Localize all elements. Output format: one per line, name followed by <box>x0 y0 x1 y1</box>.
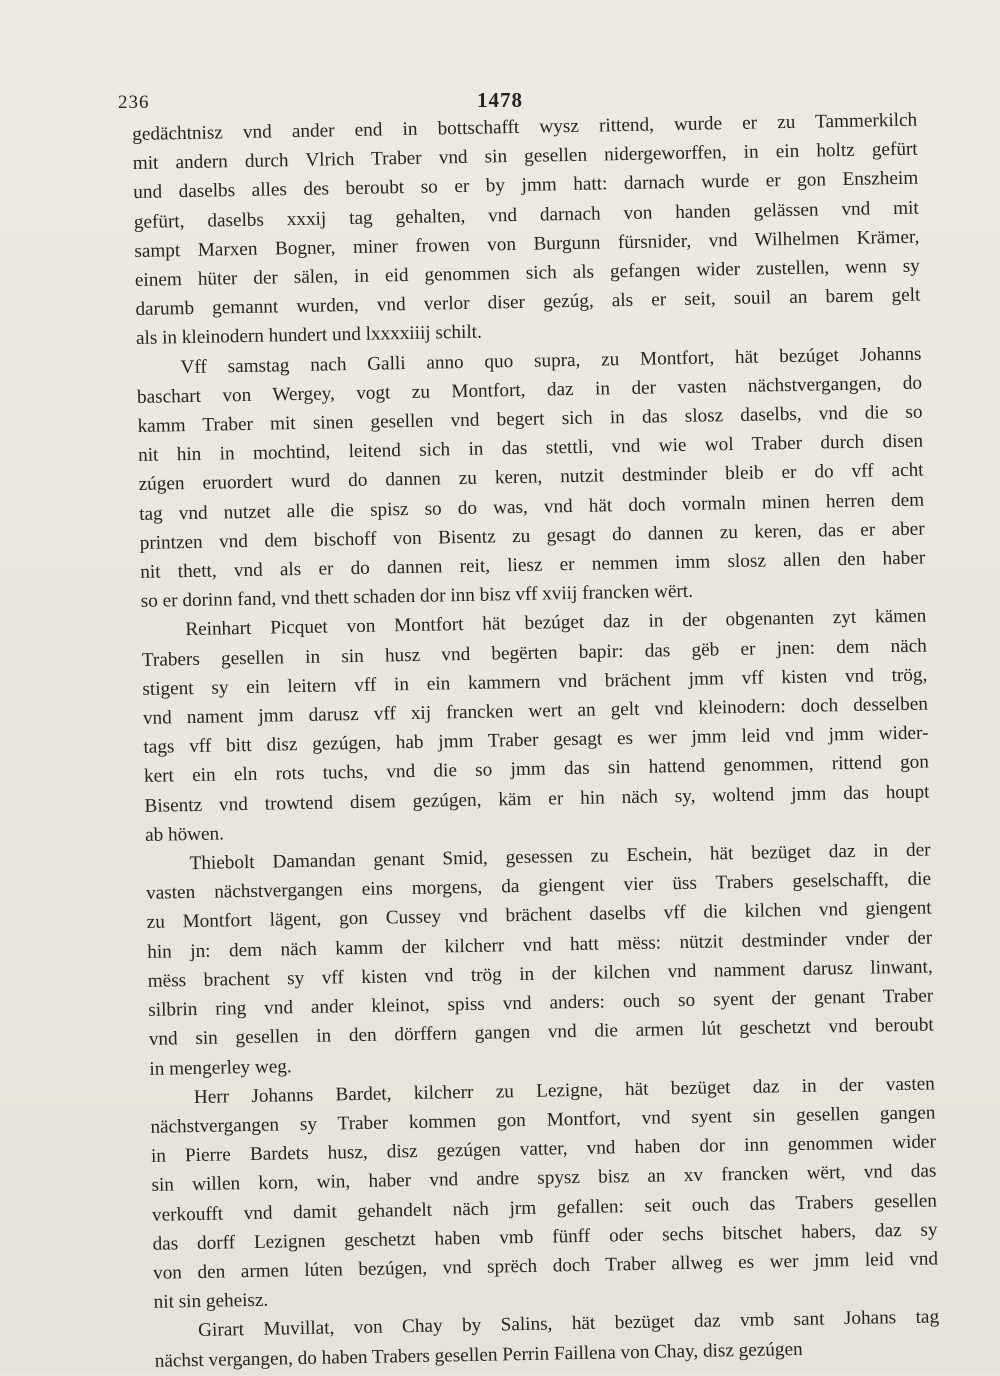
text-line: in Pierre Bardets husz, disz gezúgen vatter, vnd haben dor inn genommen wider <box>150 1131 937 1167</box>
text-line: mit andern durch Vlrich Traber vnd sin gesellen nidergeworffen, in ein holtz gefürt <box>132 138 918 175</box>
text-line: vasten nächstvergangen eins morgens, da giengent vier üss Trabers geselschafft, die <box>145 868 932 905</box>
body-text <box>132 106 940 1376</box>
text-line: tag vnd nutzet alle die spisz so do was, vnd hät doch vormaln minen herren dem <box>139 489 925 525</box>
text-line: einem hüter der sälen, in eid genommen sich als gefangen wider zustellen, wenn sy <box>134 255 921 291</box>
paragraph <box>141 602 930 850</box>
text-line: zu Montfort lägent, gon Cussey vnd brächent daselbs vff die kilchen vnd giengent <box>146 897 932 934</box>
text-line: mëss brachent sy vff kisten vnd trög in der kilchen vnd namment darusz linwant, <box>147 956 933 992</box>
paragraph <box>145 836 934 1084</box>
text-line: das dorff Lezignen geschetzt haben vmb fünff oder sechs bitschet habers, daz sy <box>152 1219 938 1255</box>
text-line: in mengerley weg. <box>149 1055 292 1080</box>
paragraph <box>132 106 921 354</box>
text-line: nit hin in mochtind, leitend sich in das stettli, vnd wie wol Traber durch disen <box>137 430 924 467</box>
text-line: kert ein eln rots tuchs, vnd die so jmm das sin hattend genommen, rittend gon <box>143 751 930 788</box>
text-line: und daselbs alles des beroubt so er by jmm hatt: darnach wurde er gon Enszheim <box>133 168 919 204</box>
text-line: tags vff bitt disz gezúgen, hab jmm Traber gesagt es wer jmm leid vnd jmm wider- <box>143 722 929 759</box>
text-line: Trabers gesellen in sin husz vnd begërten bapir: das gëb er jnen: dem näch <box>141 635 927 671</box>
text-line: Reinhart Picquet von Montfort hät bezúget daz in der obgenanten zyt kämen <box>185 605 927 641</box>
text-line: Vff samstag nach Galli anno quo supra, zu Montfort, hät bezúget Johanns <box>180 343 922 378</box>
text-line: nächstvergangen sy Traber kommen gon Montfort, vnd syent sin gesellen gangen <box>150 1102 936 1138</box>
text-line: Herr Johanns Bardet, kilcherr zu Lezigne, hät bezüget daz in der vasten <box>193 1073 935 1108</box>
page-number: 236 <box>118 92 150 113</box>
text-line: Girart Muvillat, von Chay by Salins, hät bezüget daz vmb sant Johans tag <box>198 1306 940 1342</box>
text-line: darumb gemannt wurden, vnd verlor diser gezúg, als er seit, souil an barem gelt <box>135 284 921 321</box>
text-line: ab höwen. <box>144 823 225 846</box>
text-line: verkoufft vnd damit gehandelt näch jrm gefallen: seit ouch das Trabers gesellen <box>151 1189 938 1226</box>
text-line: nit thett, vnd als er do dannen reit, liesz er nemmen imm slosz allen den haber <box>140 547 926 583</box>
text-line: sin willen korn, win, haber vnd andre spysz bisz an xv francken wërt, vnd das <box>151 1160 937 1197</box>
text-line: zúgen eruordert wurd do dannen zu keren, nutzit destminder bleib er do vff acht <box>138 459 924 496</box>
text-line: Thiebolt Damandan genant Smid, gesessen zu Eschein, hät bezüget daz in der <box>189 839 931 875</box>
page-year-heading: 1478 <box>477 88 523 112</box>
text-line: printzen vnd dem bischoff von Bisentz zu gesagt do dannen zu keren, das er aber <box>139 518 925 554</box>
text-line: Bisentz vnd trowtend disem gezúgen, käm er hin näch sy, woltend jmm das houpt <box>144 781 930 817</box>
text-line: vnd nament jmm darusz vff xij francken wert an gelt vnd kleinodern: doch desselben <box>142 693 929 729</box>
text-line: stigent sy ein leitern vff in ein kammern vnd brächent jmm vff kisten vnd trög, <box>142 664 928 700</box>
text-line: vnd sin gesellen in den dörffern gangen vnd die armen lút geschetzt vnd beroubt <box>148 1014 934 1051</box>
text-line: silbrin ring vnd ander kleinot, spiss vnd anders: ouch so syent der genant Traber <box>148 985 934 1021</box>
text-line: nit sin geheisz. <box>153 1289 269 1313</box>
text-line: als in kleinodern hundert und lxxxxiiij schilt. <box>135 322 483 350</box>
text-line: kamm Traber mit sinen gesellen vnd begert sich in das slosz daselbs, vnd die so <box>137 401 923 437</box>
text-line: baschart von Wergey, vogt zu Montfort, daz in der vasten nächstvergangen, do <box>136 372 923 408</box>
text-line: so er dorinn fand, vnd thett schaden dor inn bisz vff xviij francken wërt. <box>140 581 694 613</box>
text-line: nächst vergangen, do haben Trabers gesellen Perrin Faillena von Chay, disz gezúgen <box>154 1338 803 1372</box>
paragraph <box>150 1069 939 1317</box>
text-line: von den armen lúten bezúgen, vnd sprëch doch Traber allweg es wer jmm leid vnd <box>152 1248 939 1284</box>
text-line: sampt Marxen Bogner, miner frowen von Burgunn fürsnider, vnd Wilhelmen Krämer, <box>134 226 920 262</box>
text-line: hin jn: dem näch kamm der kilcherr vnd hatt mëss: nützit destminder vnder der <box>147 927 933 963</box>
paragraph <box>136 339 926 616</box>
text-line: gedächtnisz vnd ander end in bottschafft wysz rittend, wurde er zu Tammerkilch <box>132 109 918 145</box>
text-line: gefürt, daselbs xxxij tag gehalten, vnd darnach von handen gelässen vnd mit <box>133 197 919 233</box>
